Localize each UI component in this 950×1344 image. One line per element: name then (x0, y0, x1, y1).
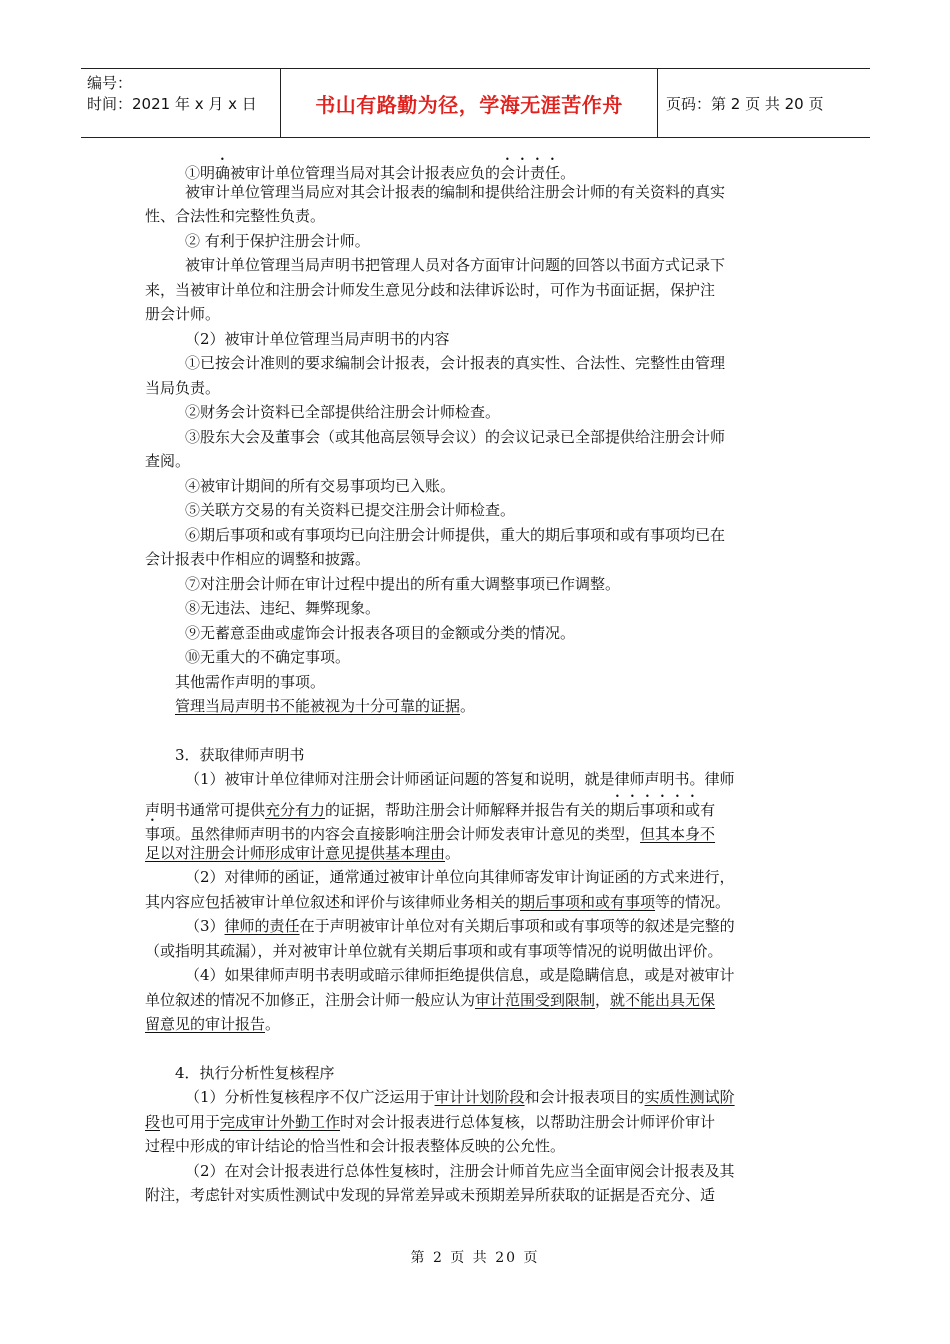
document-body (145, 155, 795, 1208)
header-page-info: 页码：第 2 页 共 20 页 (666, 94, 824, 113)
text-line: 来，当被审计单位和注册会计师发生意见分歧和法律诉讼时，可作为书面证据，保护注 (145, 280, 716, 299)
text-line: ⑧无违法、违纪、舞弊现象。 (185, 599, 381, 617)
header-meta (81, 69, 281, 137)
text-line: （1）分析性复核程序不仅广泛运用于审计计划阶段和会计报表项目的实质性测试阶 (185, 1088, 735, 1106)
text-line: 过程中形成的审计结论的恰当性和会计报表整体反映的公允性。 (145, 1137, 566, 1155)
text-line: ①已按会计准则的要求编制会计报表，会计报表的真实性、合法性、完整性由管理 (185, 354, 726, 372)
text-line: 其他需作声明的事项。 (175, 672, 326, 691)
text-line: ⑨无蓄意歪曲或虚饰会计报表各项目的金额或分类的情况。 (185, 623, 576, 642)
text-line: 足以对注册会计师形成审计意见提供基本理由。 (145, 843, 461, 862)
header-motto: 书山有路勤为径，学海无涯苦作舟 (281, 69, 658, 137)
section-heading: 4．执行分析性复核程序 (175, 1063, 335, 1082)
text-line: 留意见的审计报告。 (145, 1015, 281, 1033)
text-line: （2）在对会计报表进行总体性复核时，注册会计师首先应当全面审阅会计报表及其 (185, 1161, 735, 1180)
text-line: ①明确被审计单位管理当局对其会计报表应负的会计责任。 (185, 164, 576, 182)
text-line: 段也可用于完成审计外勤工作时对会计报表进行总体复核，以帮助注册会计师评价审计 (145, 1112, 716, 1131)
text-line: ③股东大会及董事会（或其他高层领导会议）的会议记录已全部提供给注册会计师 (185, 427, 726, 446)
text-line: ⑤关联方交易的有关资料已提交注册会计师检查。 (185, 501, 516, 519)
text-line: 单位叙述的情况不加修正，注册会计师一般应认为审计范围受到限制，就不能出具无保 (145, 990, 716, 1009)
text-line: 会计报表中作相应的调整和披露。 (145, 550, 371, 568)
text-line: （1）被审计单位律师对注册会计师函证问题的答复和说明，就是律师声明书。律师 (185, 770, 735, 788)
text-line: 册会计师。 (145, 305, 221, 323)
text-line: （或指明其疏漏），并对被审计单位就有关期后事项和或有事项等情况的说明做出评价。 (145, 941, 723, 960)
text-line: 管理当局声明书不能被视为十分可靠的证据。 (175, 697, 476, 715)
page-header (81, 68, 870, 138)
text-line: （2）对律师的函证，通常通过被审计单位向其律师寄发审计询证函的方式来进行， (185, 868, 735, 886)
text-line: （3）律师的责任在于声明被审计单位对有关期后事项和或有事项等的叙述是完整的 (185, 917, 735, 935)
text-line: 当局负责。 (145, 378, 221, 397)
text-line: 查阅。 (145, 452, 191, 470)
text-line: 被审计单位管理当局声明书把管理人员对各方面审计问题的回答以书面方式记录下 (185, 256, 726, 274)
text-line: ② 有利于保护注册会计师。 (185, 231, 370, 250)
text-line: 事项。虽然律师声明书的内容会直接影响注册会计师发表审计意见的类型，但其本身不 (145, 825, 716, 843)
text-line: ④被审计期间的所有交易事项均已入账。 (185, 476, 456, 495)
text-line: ②财务会计资料已全部提供给注册会计师检查。 (185, 403, 501, 421)
text-line: （2）被审计单位管理当局声明书的内容 (185, 329, 450, 348)
text-line: 其内容应包括被审计单位叙述和评价与该律师业务相关的期后事项和或有事项等的情况。 (145, 892, 731, 911)
text-line: ⑥期后事项和或有事项均已向注册会计师提供，重大的期后事项和或有事项均已在 (185, 525, 726, 544)
section-heading: 3．获取律师声明书 (175, 745, 305, 764)
text-line: ⑦对注册会计师在审计过程中提出的所有重大调整事项已作调整。 (185, 574, 621, 593)
page-footer: 第 2 页 共 20 页 (410, 1250, 540, 1266)
text-line: ⑩无重大的不确定事项。 (185, 648, 351, 666)
code-label: 编号： (87, 74, 133, 92)
text-line: 声明书通常可提供充分有力的证据，帮助注册会计师解释并报告有关的期后事项和或有 (145, 800, 716, 819)
text-line: （4）如果律师声明书表明或暗示律师拒绝提供信息，或是隐瞒信息，或是对被审计 (185, 966, 735, 984)
text-line: 性、合法性和完整性负责。 (145, 207, 326, 225)
text-line: 附注，考虑针对实质性测试中发现的异常差异或未预期差异所获取的证据是否充分、适 (145, 1186, 716, 1204)
text-line: 被审计单位管理当局应对其会计报表的编制和提供给注册会计师的有关资料的真实 (185, 182, 726, 201)
time-label: 时间：2021 年 x 月 x 日 (87, 95, 257, 113)
